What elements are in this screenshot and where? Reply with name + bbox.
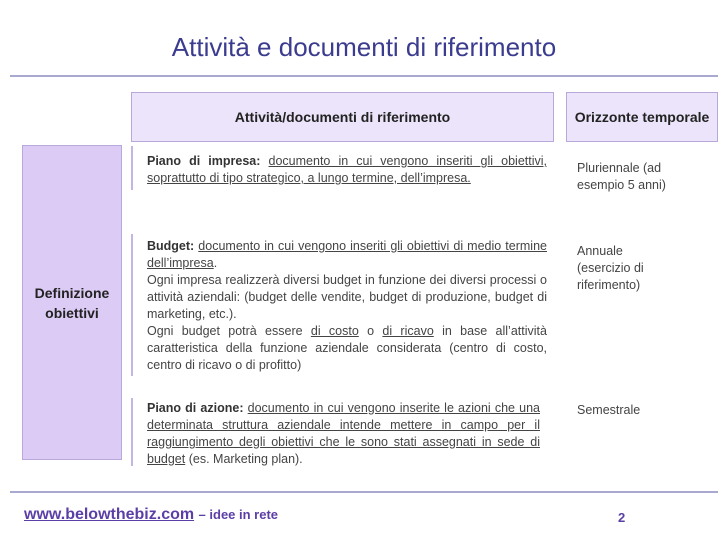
row-divider-1	[131, 146, 133, 190]
slide-title: Attività e documenti di riferimento	[171, 32, 557, 62]
budget-link-costo: di costo	[310, 324, 359, 338]
budget-horizon: Annuale (esercizio di riferimento)	[577, 244, 644, 292]
budget-extra-2-b: o	[367, 324, 375, 338]
budget-term: Budget:	[147, 239, 195, 253]
piano-impresa-definition: documento in cui vengono inseriti gli obiettivi, soprattutto di tipo strategico, a lungo termine, dell’impresa.	[147, 154, 547, 185]
budget-extra-2-c: in base all’attività caratteristica della funzione aziendale considerata (centro di costo, centro di ricavo o di profitto)	[147, 324, 547, 372]
budget-extra-2-a: Ogni budget potrà essere	[147, 324, 303, 338]
row-divider-3	[131, 398, 133, 466]
piano-azione-definition-end: (es. Marketing plan).	[188, 452, 303, 466]
header-reference-docs: Attività/documenti di riferimento	[131, 92, 554, 142]
budget-link-ricavo: di ricavo	[382, 324, 434, 338]
piano-azione-horizon: Semestrale	[577, 403, 641, 417]
row-label-definizione-obiettivi: Definizione obiettivi	[22, 145, 122, 460]
budget-definition: documento in cui vengono inseriti gli obiettivi di medio termine dell’impresa	[147, 239, 547, 270]
footer-url-link[interactable]: www.belowthebiz.com	[24, 506, 195, 523]
budget-definition-end: .	[213, 256, 218, 270]
piano-impresa-text	[147, 153, 547, 187]
budget-text	[147, 238, 547, 374]
piano-azione-definition: documento in cui vengono inserite le azioni che una determinata struttura aziendale intende mettere in campo per il raggiungimento degli obiettivi che le sono stati assegnati in sede di budget	[147, 401, 541, 466]
piano-impresa-horizon: Pluriennale (ad esempio 5 anni)	[577, 161, 666, 192]
title-divider	[10, 75, 718, 77]
page-number: 2	[618, 510, 626, 525]
header-time-horizon: Orizzonte temporale	[566, 92, 718, 142]
piano-azione-term: Piano di azione:	[147, 401, 244, 415]
row-divider-2	[131, 234, 133, 376]
footer	[24, 506, 278, 524]
footer-divider	[10, 491, 718, 493]
piano-impresa-term: Piano di impresa:	[147, 154, 261, 168]
budget-extra-1: Ogni impresa realizzerà diversi budget in funzione dei diversi processi o attività aziendali: (budget delle vendite, budget di produzione, budget di marketing, etc.).	[147, 273, 547, 321]
piano-azione-text	[147, 400, 540, 468]
footer-tagline: – idee in rete	[198, 507, 279, 522]
